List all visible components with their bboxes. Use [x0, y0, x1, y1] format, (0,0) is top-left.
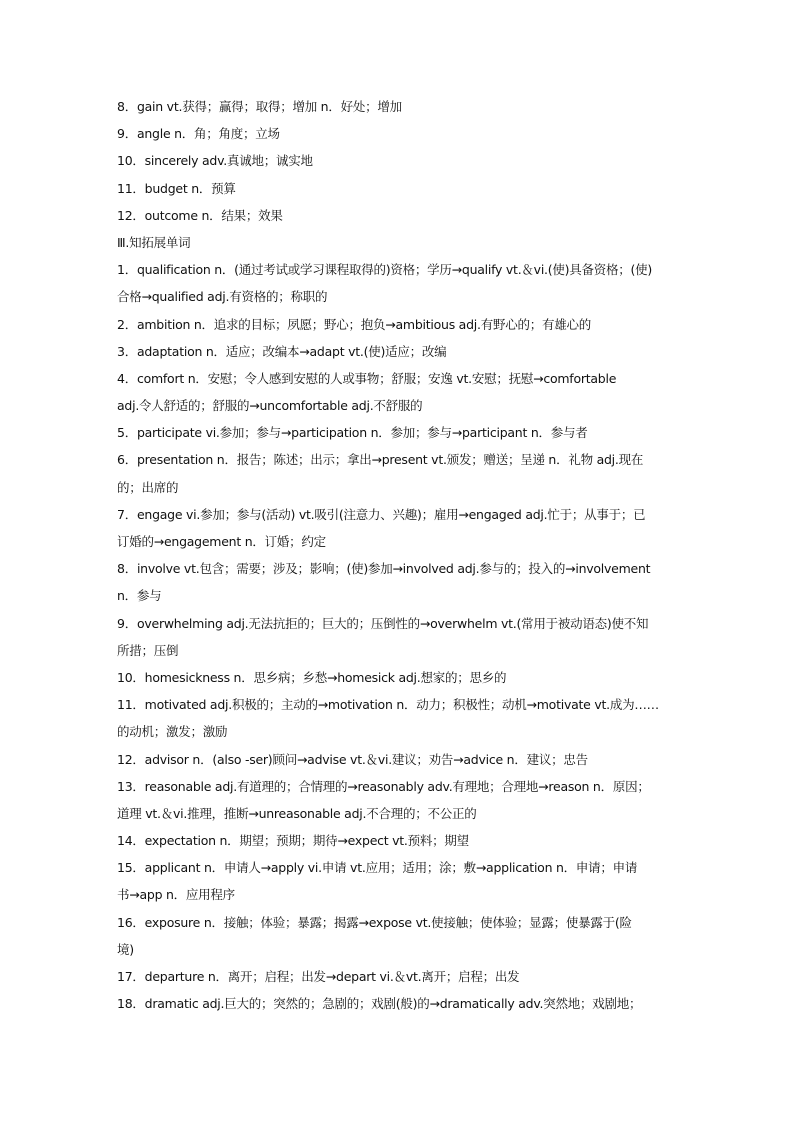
text-line: 13．reasonable adj.有道理的；合情理的→reasonably adv.有理地；合理地→reason n．原因； — [117, 778, 650, 794]
text-line: 4．comfort n．安慰；令人感到安慰的人或事物；舒服；安逸 vt.安慰；抚慰→comfortable — [117, 370, 617, 386]
text-line: 的；出席的 — [117, 479, 179, 495]
text-line: 所措；压倒 — [117, 642, 179, 658]
text-line: 11．budget n．预算 — [117, 180, 236, 196]
text-line: 6．presentation n．报告；陈述；出示；拿出→present vt.颁发；赠送；呈递 n．礼物 adj.现在 — [117, 452, 644, 468]
text-line: 8．gain vt.获得；赢得；取得；增加 n．好处；增加 — [117, 99, 402, 114]
text-line: 16．exposure n．接触；体验；暴露；揭露→expose vt.使接触；使体验；显露；使暴露于(险 — [117, 914, 632, 930]
text-line: 9．overwhelming adj.无法抗拒的；巨大的；压倒性的→overwhelm vt.(常用于被动语态)使不知 — [117, 615, 649, 631]
text-line: 订婚的→engagement n．订婚；约定 — [117, 534, 326, 549]
text-line: 8．involve vt.包含；需要；涉及；影响；(使)参加→involved adj.参与的；投入的→involvement — [117, 561, 651, 577]
text-line: 1．qualification n．(通过考试或学习课程取得的)资格；学历→qualify vt.＆vi.(使)具备资格；(使) — [117, 262, 653, 278]
text-line: 合格→qualified adj.有资格的；称职的 — [117, 289, 328, 305]
text-line: n．参与 — [117, 588, 162, 604]
text-line: 书→app n．应用程序 — [117, 887, 235, 903]
text-line: 的动机；激发；激励 — [117, 724, 228, 740]
text-line: 3．adaptation n．适应；改编本→adapt vt.(使)适应；改编 — [117, 343, 447, 359]
text-line: 15．applicant n．申请人→apply vi.申请 vt.应用；适用；涂；敷→application n．申请；申请 — [117, 860, 638, 876]
text-line: 10．homesickness n．思乡病；乡愁→homesick adj.想家的；思乡的 — [117, 669, 507, 685]
text-line: 5．participate vi.参加；参与→participation n．参加；参与→participant n．参与者 — [117, 425, 588, 441]
vocabulary-list — [117, 93, 679, 1017]
section-heading: Ⅲ.知拓展单词 — [117, 234, 191, 250]
text-line: 7．engage vi.参加；参与(活动) vt.吸引(注意力、兴趣)；雇用→engaged adj.忙于；从事于；已 — [117, 506, 646, 522]
text-line: 14．expectation n．期望；预期；期待→expect vt.预料；期望 — [117, 833, 469, 849]
text-line: 10．sincerely adv.真诚地；诚实地 — [117, 153, 313, 169]
text-line: 9．angle n．角；角度；立场 — [117, 126, 280, 142]
text-line: 17．departure n．离开；启程；出发→depart vi.＆vt.离开；启程；出发 — [117, 969, 520, 984]
text-line: adj.令人舒适的；舒服的→uncomfortable adj.不舒服的 — [117, 398, 423, 414]
text-line: 12．outcome n．结果；效果 — [117, 207, 283, 223]
text-line: 11．motivated adj.积极的；主动的→motivation n．动力；积极性；动机→motivate vt.成为…… — [117, 697, 659, 713]
text-line: 境) — [117, 941, 134, 957]
text-line: 2．ambition n．追求的目标；夙愿；野心；抱负→ambitious adj.有野心的；有雄心的 — [117, 316, 591, 332]
text-line: 12．advisor n．(also -ser)顾问→advise vt.＆vi.建议；劝告→advice n．建议；忠告 — [117, 751, 588, 767]
text-line: 道理 vt.＆vi.推理，推断→unreasonable adj.不合理的；不公正的 — [117, 805, 477, 821]
text-line: 18．dramatic adj.巨大的；突然的；急剧的；戏剧(般)的→dramatically adv.突然地；戏剧地； — [117, 996, 642, 1012]
